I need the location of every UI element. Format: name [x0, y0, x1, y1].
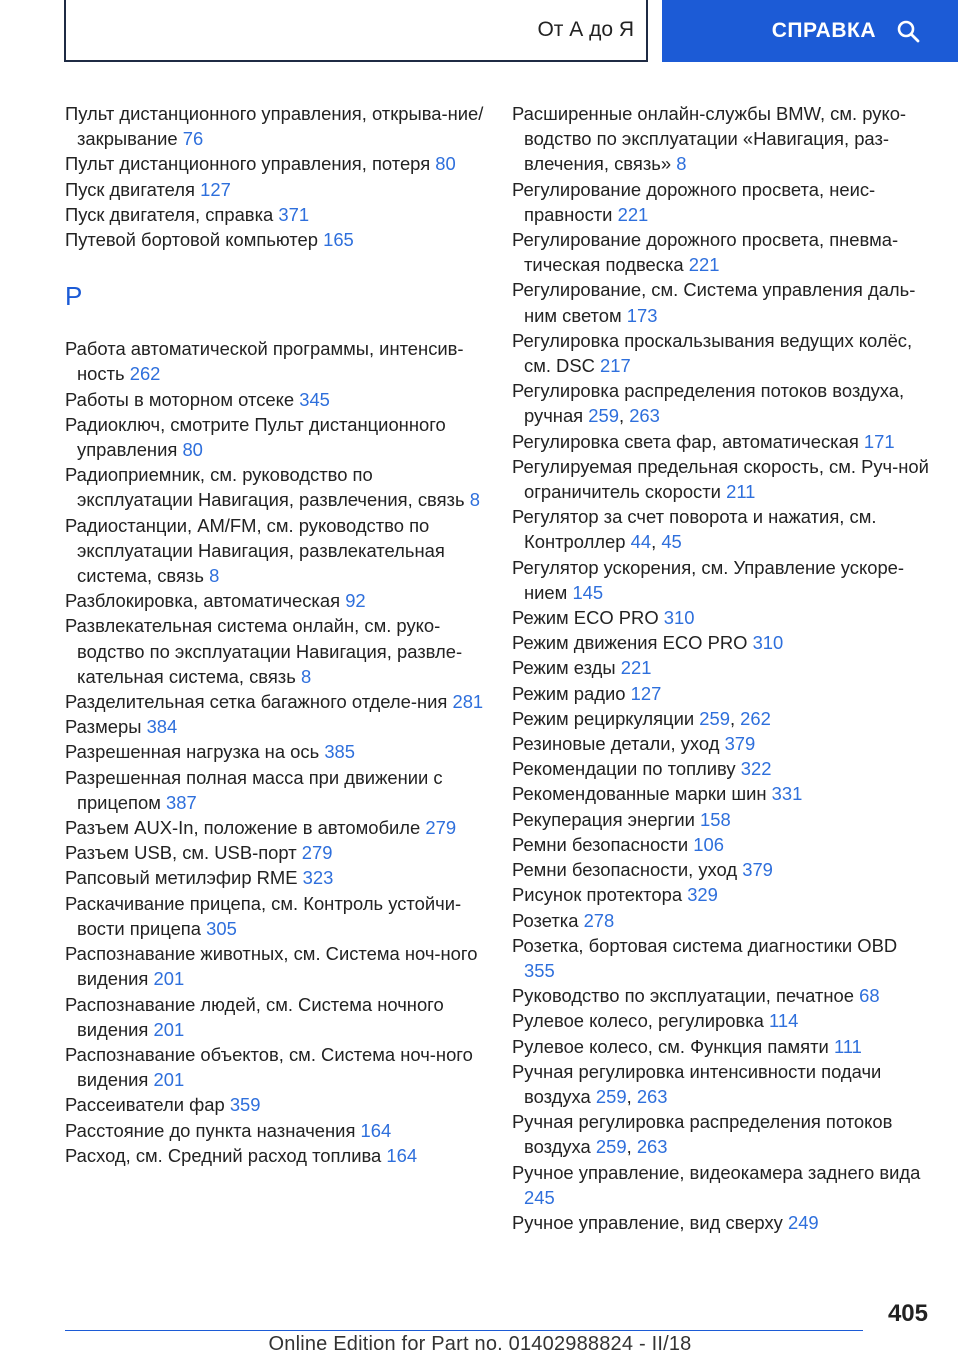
index-entry — [512, 908, 932, 933]
section-heading: Р — [65, 281, 83, 312]
help-tab-label: СПРАВКА — [771, 19, 876, 42]
index-entry-text: Резиновые детали, уход — [512, 733, 720, 755]
index-entry-text: Распознавание объектов, см. Система ноч-ного видения — [65, 1043, 473, 1091]
page-link[interactable]: 164 — [360, 1119, 392, 1141]
page-link[interactable]: 68 — [859, 985, 880, 1007]
index-entry — [65, 1092, 485, 1117]
page-link[interactable]: 310 — [752, 632, 784, 654]
index-entry — [512, 454, 932, 504]
index-entry: Регулятор за счет поворота и нажатия, см. Контроллер 44, 45 — [512, 506, 877, 553]
search-icon[interactable] — [896, 19, 920, 43]
page-link[interactable]: 323 — [302, 867, 334, 889]
index-entry — [65, 412, 485, 462]
index-entry — [512, 731, 932, 756]
index-entry-text: Рапсовый метилэфир RME — [65, 867, 298, 889]
index-entry-text: Пуск двигателя — [65, 178, 195, 200]
page-link[interactable]: 201 — [153, 1069, 185, 1091]
index-entry — [65, 840, 485, 865]
index-entry-text: Разделительная сетка багажного отделе-ния — [65, 691, 448, 713]
index-entry-text: Рисунок протектора — [512, 884, 683, 906]
index-entry — [512, 655, 932, 680]
page-link[interactable]: 329 — [687, 884, 718, 906]
page-link[interactable]: 379 — [742, 859, 773, 881]
page-link[interactable]: 76 — [182, 128, 204, 150]
page-link[interactable]: 201 — [153, 1018, 185, 1040]
page-link[interactable]: 359 — [229, 1094, 261, 1116]
page-link[interactable]: 281 — [452, 691, 484, 713]
page-link[interactable]: 127 — [200, 178, 231, 200]
index-entry-text: Регулирование, см. Система управления даль-ним светом — [512, 279, 916, 326]
page-link[interactable]: 278 — [583, 909, 615, 931]
index-entry-text: Регулируемая предельная скорость, см. Руч-ной ограничитель скорости — [512, 455, 929, 503]
index-entry — [65, 891, 485, 941]
page-link[interactable]: 217 — [600, 355, 631, 377]
index-entry-text: Ремни безопасности — [512, 833, 689, 855]
index-entry-text: Рекомендации по топливу — [512, 758, 736, 780]
index-entry — [512, 101, 932, 177]
help-tab[interactable] — [662, 0, 958, 62]
index-entry-text: Разрешенная нагрузка на ось — [65, 741, 320, 763]
index-entry — [512, 630, 932, 655]
page-link[interactable]: 80 — [435, 153, 456, 175]
index-entry-text: Развлекательная система онлайн, см. руко-водство по эксплуатации Навигация, развле-кательная система, связь — [65, 615, 463, 687]
index-entry — [65, 765, 485, 815]
index-entry — [512, 328, 932, 378]
page-link[interactable]: 305 — [206, 917, 237, 939]
page-link[interactable]: 114 — [769, 1010, 799, 1032]
page-link[interactable]: 92 — [345, 590, 366, 612]
index-entry — [512, 882, 932, 907]
page-link[interactable]: 259 — [595, 1136, 627, 1158]
index-entry — [512, 756, 932, 781]
index-entry — [512, 832, 932, 857]
index-entry — [512, 429, 932, 454]
page-link[interactable]: 384 — [146, 716, 178, 738]
index-entry-text: Разъем USB, см. USB-порт — [65, 842, 297, 864]
index-entry — [512, 227, 932, 277]
index-entry — [65, 101, 485, 151]
index-entry — [512, 1160, 932, 1210]
index-column-left — [65, 101, 485, 1168]
index-entry — [512, 807, 932, 832]
az-index-tab-label: От А до Я — [537, 18, 634, 41]
index-entry — [65, 202, 485, 227]
page-link[interactable]: 262 — [740, 707, 771, 729]
index-entry — [512, 983, 932, 1008]
page-link[interactable]: 171 — [863, 430, 895, 452]
index-entry-text: Розетка, бортовая система диагностики OBD — [512, 934, 898, 956]
index-entry-text: Ручная регулировка распределения потоков воздуха — [512, 1111, 893, 1158]
index-entry — [512, 1008, 932, 1033]
index-entry — [65, 177, 485, 202]
index-entry — [65, 387, 485, 412]
index-entry — [65, 336, 485, 386]
index-entry-text: Ручное управление, вид сверху — [512, 1211, 783, 1233]
index-entry — [65, 1143, 485, 1168]
page-link[interactable]: 263 — [636, 1136, 668, 1158]
page-link[interactable]: 262 — [129, 363, 161, 385]
index-entry-text: Разъем AUX-In, положение в автомобиле — [65, 817, 421, 839]
index-entry-text: Ремни безопасности, уход — [512, 859, 738, 881]
index-entry-text: Регулировка света фар, автоматическая — [512, 430, 859, 452]
index-entry — [65, 815, 485, 840]
page-link[interactable]: 371 — [278, 203, 310, 225]
index-entry: Регулировка распределения потоков воздуха, ручная 259, 263 — [512, 380, 905, 427]
index-entry — [65, 992, 485, 1042]
index-entry: Ручная регулировка распределения потоков воздуха 259, 263 — [512, 1111, 893, 1158]
index-entry-text: Рекуперация энергии — [512, 808, 695, 830]
index-entry-text: Регулятор ускорения, см. Управление ускоре-нием — [512, 556, 905, 603]
index-entry: Ручная регулировка интенсивности подачи воздуха 259, 263 — [512, 1060, 882, 1107]
page-link[interactable]: 310 — [663, 607, 695, 629]
index-entry-text: Режим езды — [512, 657, 616, 679]
index-entry-text: Режим рециркуляции — [512, 707, 695, 729]
page-link[interactable]: 80 — [182, 439, 203, 461]
index-entry-text: Рулевое колесо, см. Функция памяти — [512, 1035, 829, 1057]
index-entry-text: Распознавание животных, см. Система ноч-ного видения — [65, 943, 478, 990]
page-link[interactable]: 211 — [726, 481, 756, 503]
page-link[interactable]: 8 — [469, 489, 480, 511]
index-entry-text: Радиостанции, AM/FM, см. руководство по эксплуатации Навигация, развлекательная система, связь — [65, 514, 445, 587]
index-entry — [512, 1034, 932, 1059]
page-link[interactable]: 259 — [588, 405, 619, 427]
index-entry — [512, 781, 932, 806]
index-entry-text: Рекомендованные марки шин — [512, 783, 767, 805]
index-entry-text: Пульт дистанционного управления, открыва-ние/закрывание — [65, 103, 484, 150]
index-entry-text: Размеры — [65, 716, 142, 738]
page-link[interactable]: 345 — [299, 388, 330, 410]
index-entry — [65, 227, 485, 252]
page-link[interactable]: 106 — [693, 833, 724, 855]
index-entry — [65, 462, 485, 512]
index-entry-text: Режим радио — [512, 682, 626, 704]
page-link[interactable]: 158 — [700, 808, 731, 830]
index-entry-text: Ручная регулировка интенсивности подачи воздуха — [512, 1060, 882, 1107]
index-entry-text: Путевой бортовой компьютер — [65, 229, 318, 251]
index-entry-text: Регулировка распределения потоков воздуха, ручная — [512, 380, 905, 427]
page-link[interactable]: 164 — [386, 1144, 418, 1166]
page-link[interactable]: 44 — [630, 531, 652, 553]
index-entry-text: Регулировка проскальзывания ведущих колёс, см. DSC — [512, 329, 913, 377]
page-number: 405 — [887, 1300, 928, 1327]
index-entry-text: Розетка — [512, 909, 579, 931]
index-entry-text: Расстояние до пункта назначения — [65, 1119, 356, 1141]
index-entry — [65, 1118, 485, 1143]
page-link[interactable]: 322 — [740, 758, 772, 780]
index-entry — [65, 1042, 485, 1092]
index-entry-text: Ручное управление, видеокамера заднего вида — [512, 1161, 921, 1183]
page-link[interactable]: 263 — [629, 405, 660, 427]
index-entry — [512, 857, 932, 882]
page-link[interactable]: 387 — [165, 791, 197, 813]
page-link[interactable]: 379 — [724, 733, 756, 755]
page-link[interactable]: 331 — [771, 783, 803, 805]
index-entry-text: Рулевое колесо, регулировка — [512, 1010, 764, 1032]
index-entry — [65, 588, 485, 613]
index-entry-text: Разблокировка, автоматическая — [65, 590, 341, 612]
page-link[interactable]: 145 — [572, 581, 604, 603]
index-entry-text: Рассеиватели фар — [65, 1094, 225, 1116]
index-entry-text: Расширенные онлайн-службы BMW, см. руко-водство по эксплуатации «Навигация, раз-влечения, связь» — [512, 103, 907, 175]
page-link[interactable]: 259 — [595, 1085, 627, 1107]
index-entry — [65, 865, 485, 890]
index-entry — [512, 933, 932, 983]
page-link[interactable]: 8 — [300, 665, 312, 687]
index-entry-text: Раскачивание прицепа, см. Контроль устойчи-вости прицепа — [65, 892, 462, 939]
page-link[interactable]: 279 — [301, 842, 333, 864]
index-entry — [65, 613, 485, 689]
index-entry-text: Радиоключ, смотрите Пульт дистанционного управления — [65, 413, 446, 461]
index-entry — [512, 681, 932, 706]
index-entry — [65, 739, 485, 764]
index-entry-text: Режим ECO PRO — [512, 607, 659, 629]
page-link[interactable]: 355 — [524, 959, 555, 981]
index-entry — [512, 277, 932, 327]
index-entry-text: Пульт дистанционного управления, потеря — [65, 153, 431, 175]
page-link[interactable]: 201 — [153, 968, 185, 990]
page-link[interactable]: 221 — [688, 254, 720, 276]
index-entry-text: Регулирование дорожного просвета, неис-правности — [512, 178, 876, 225]
page-link[interactable]: 221 — [617, 203, 649, 225]
page-link[interactable]: 385 — [324, 741, 355, 763]
footer-edition: Online Edition for Part no. 01402988824 - II/18 — [268, 1333, 692, 1355]
page-link[interactable]: 259 — [699, 707, 730, 729]
index-entry — [512, 555, 932, 605]
page-link[interactable]: 263 — [636, 1085, 668, 1107]
index-entry-text: Работы в моторном отсеке — [65, 388, 295, 410]
index-entry-text: Работа автоматической программы, интенсив-ность — [65, 338, 464, 385]
index-entry-text: Разрешенная полная масса при движении с прицепом — [65, 766, 443, 813]
page-link[interactable]: 8 — [676, 153, 687, 175]
index-column-right — [512, 101, 932, 1235]
index-entry-text: Радиоприемник, см. руководство по эксплуатации Навигация, развлечения, связь — [65, 464, 465, 511]
index-entry — [65, 513, 485, 589]
index-entry: Режим рециркуляции 259, 262 — [512, 707, 771, 729]
page-link[interactable]: 245 — [524, 1186, 555, 1208]
index-entry-text: Расход, см. Средний расход топлива — [65, 1144, 382, 1166]
index-entry — [512, 1210, 932, 1235]
page-link[interactable]: 165 — [323, 229, 354, 251]
index-entry-text: Распознавание людей, см. Система ночного видения — [65, 993, 444, 1040]
index-entry — [512, 177, 932, 227]
page-link[interactable]: 8 — [209, 565, 220, 587]
page-link[interactable]: 45 — [661, 531, 682, 553]
index-entry — [512, 605, 932, 630]
index-entry — [65, 714, 485, 739]
index-entry-text: Регулятор за счет поворота и нажатия, см. Контроллер — [512, 506, 877, 553]
index-entry-text: Руководство по эксплуатации, печатное — [512, 985, 854, 1007]
page-link[interactable]: 249 — [787, 1211, 819, 1233]
page-link[interactable]: 279 — [425, 817, 457, 839]
page-link[interactable]: 111 — [833, 1035, 862, 1057]
index-entry — [65, 941, 485, 991]
index-entry-text: Режим движения ECO PRO — [512, 632, 748, 654]
index-entry — [65, 151, 485, 176]
page-link[interactable]: 127 — [630, 682, 662, 704]
page-link[interactable]: 221 — [620, 657, 652, 679]
index-entry — [65, 689, 485, 714]
az-index-tab[interactable] — [64, 0, 648, 62]
footer-divider — [65, 1330, 863, 1331]
page-link[interactable]: 173 — [626, 304, 658, 326]
index-entry-text: Пуск двигателя, справка — [65, 203, 274, 225]
index-entry-text: Регулирование дорожного просвета, пневма-тическая подвеска — [512, 229, 899, 276]
